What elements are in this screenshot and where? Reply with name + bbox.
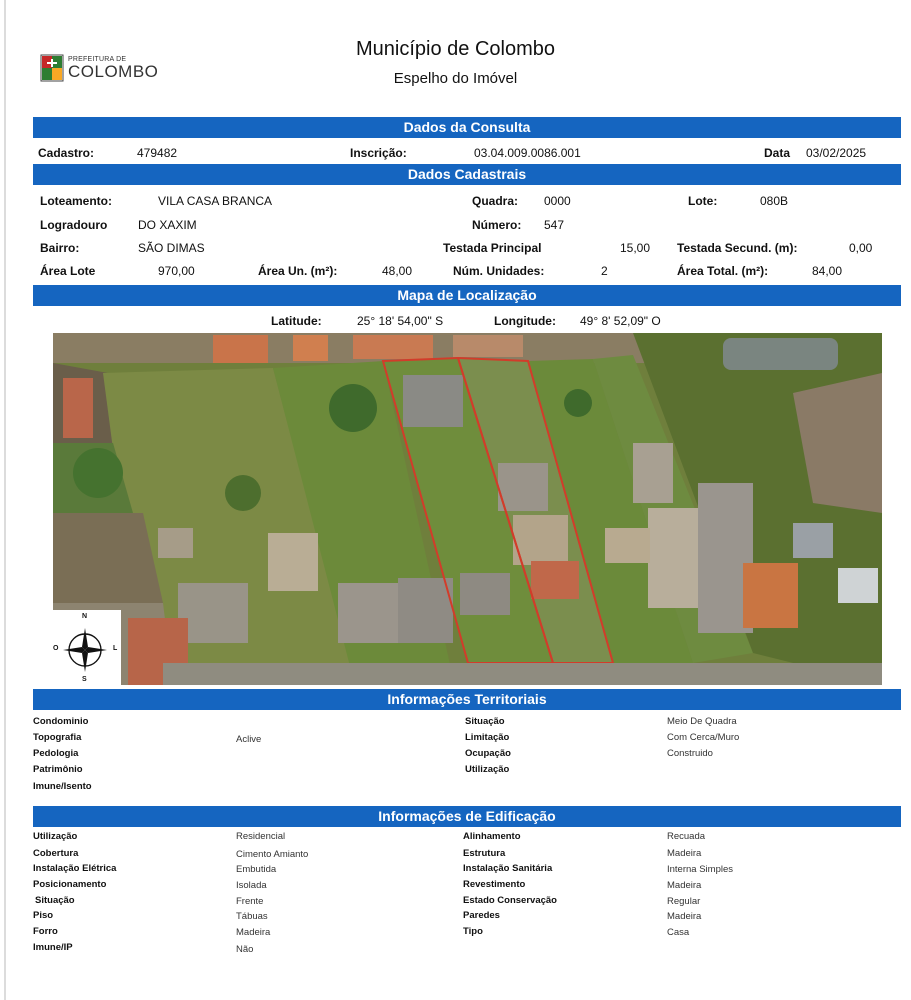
data-label: Data <box>764 146 791 160</box>
territorial-value: Construido <box>667 748 713 759</box>
edificacao-value: Recuada <box>667 831 706 842</box>
edificacao-value: Tábuas <box>236 911 268 922</box>
edificacao-value: Residencial <box>236 831 286 842</box>
territorial-value: Com Cerca/Muro <box>667 732 740 743</box>
edificacao-label: Piso <box>33 910 54 921</box>
edificacao-label: Utilização <box>33 831 78 842</box>
edificacao-label: Estrutura <box>463 848 506 859</box>
numero-value: 547 <box>544 218 565 232</box>
edificacao-label: Situação <box>35 895 75 906</box>
edificacao-value: Madeira <box>667 848 702 859</box>
inscricao-value: 03.04.009.0086.001 <box>474 146 581 160</box>
testada-principal-value: 15,00 <box>620 241 651 255</box>
page-title: Município de Colombo <box>356 38 555 60</box>
territorial-label: Situação <box>465 716 505 727</box>
territorial-label: Topografia <box>33 732 82 743</box>
lote-label: Lote: <box>688 194 718 208</box>
cadastro-label: Cadastro: <box>38 146 95 160</box>
testada-secund-label: Testada Secund. (m): <box>677 241 798 255</box>
area-total-label: Área Total. (m²): <box>677 264 769 278</box>
area-lote-label: Área Lote <box>40 264 96 278</box>
section-dados-cadastrais: Dados Cadastrais <box>33 164 901 185</box>
testada-principal-label: Testada Principal <box>443 241 542 255</box>
edificacao-label: Revestimento <box>463 879 526 890</box>
edificacao-label: Forro <box>33 926 58 937</box>
compass-east-label: L <box>113 645 118 652</box>
lote-value: 080B <box>760 194 789 208</box>
num-unidades-value: 2 <box>601 264 608 278</box>
num-unidades-label: Núm. Unidades: <box>453 264 545 278</box>
territorial-label: Condominio <box>33 716 89 727</box>
data-value: 03/02/2025 <box>806 146 867 160</box>
edificacao-label: Estado Conservação <box>463 895 557 906</box>
section-dados-consulta: Dados da Consulta <box>33 117 901 138</box>
testada-secund-value: 0,00 <box>849 241 873 255</box>
logo-big-text: COLOMBO <box>68 62 159 81</box>
quadra-value: 0000 <box>544 194 571 208</box>
inscricao-label: Inscrição: <box>350 146 407 160</box>
logradouro-value: DO XAXIM <box>138 218 197 232</box>
numero-label: Número: <box>472 218 522 232</box>
edificacao-value: Interna Simples <box>667 864 734 875</box>
edificacao-value: Isolada <box>236 880 267 891</box>
edificacao-value: Madeira <box>236 927 271 938</box>
bairro-label: Bairro: <box>40 241 80 255</box>
edificacao-label: Instalação Sanitária <box>463 863 553 874</box>
edificacao-label: Alinhamento <box>463 831 521 842</box>
edificacao-value: Casa <box>667 927 690 938</box>
edificacao-label: Imune/IP <box>33 942 73 953</box>
compass-west-label: O <box>53 645 59 652</box>
longitude-value: 49° 8' 52,09" O <box>580 314 661 328</box>
section-mapa-localizacao: Mapa de Localização <box>33 285 901 306</box>
latitude-label: Latitude: <box>271 314 322 328</box>
area-un-value: 48,00 <box>382 264 413 278</box>
page-subtitle: Espelho do Imóvel <box>393 70 518 87</box>
edificacao-value: Cimento Amianto <box>236 849 309 860</box>
territorial-label: Utilização <box>465 764 510 775</box>
area-total-value: 84,00 <box>812 264 843 278</box>
edificacao-value: Frente <box>236 896 264 907</box>
compass-south-label: S <box>82 676 87 683</box>
quadra-label: Quadra: <box>472 194 519 208</box>
logradouro-label: Logradouro <box>40 218 108 232</box>
section-informacoes-edificacao: Informações de Edificação <box>33 806 901 827</box>
edificacao-value: Embutida <box>236 864 277 875</box>
compass-rose-icon <box>53 610 121 685</box>
territorial-label: Limitação <box>465 732 510 743</box>
compass-north-label: N <box>82 613 88 620</box>
territorial-label: Imune/Isento <box>33 781 92 792</box>
edificacao-label: Posicionamento <box>33 879 107 890</box>
edificacao-value: Madeira <box>667 911 702 922</box>
edificacao-label: Paredes <box>463 910 500 921</box>
page-border <box>4 0 6 1000</box>
edificacao-value: Madeira <box>667 880 702 891</box>
area-un-label: Área Un. (m²): <box>258 264 338 278</box>
edificacao-label: Cobertura <box>33 848 79 859</box>
loteamento-label: Loteamento: <box>40 194 112 208</box>
cadastro-value: 479482 <box>137 146 178 160</box>
territorial-value: Aclive <box>236 734 262 745</box>
loteamento-value: VILA CASA BRANCA <box>158 194 273 208</box>
territorial-label: Ocupação <box>465 748 511 759</box>
aerial-map[interactable] <box>53 333 882 685</box>
territorial-label: Pedologia <box>33 748 79 759</box>
edificacao-value: Não <box>236 944 254 955</box>
edificacao-label: Instalação Elétrica <box>33 863 117 874</box>
territorial-label: Patrimônio <box>33 764 83 775</box>
latitude-value: 25° 18' 54,00" S <box>357 314 444 328</box>
logo-small-text: PREFEITURA DE <box>68 56 127 63</box>
area-lote-value: 970,00 <box>158 264 195 278</box>
section-informacoes-territoriais: Informações Territoriais <box>33 689 901 710</box>
bairro-value: SÃO DIMAS <box>138 241 205 255</box>
edificacao-value: Regular <box>667 896 701 907</box>
edificacao-label: Tipo <box>463 926 483 937</box>
longitude-label: Longitude: <box>494 314 556 328</box>
territorial-value: Meio De Quadra <box>667 716 737 727</box>
